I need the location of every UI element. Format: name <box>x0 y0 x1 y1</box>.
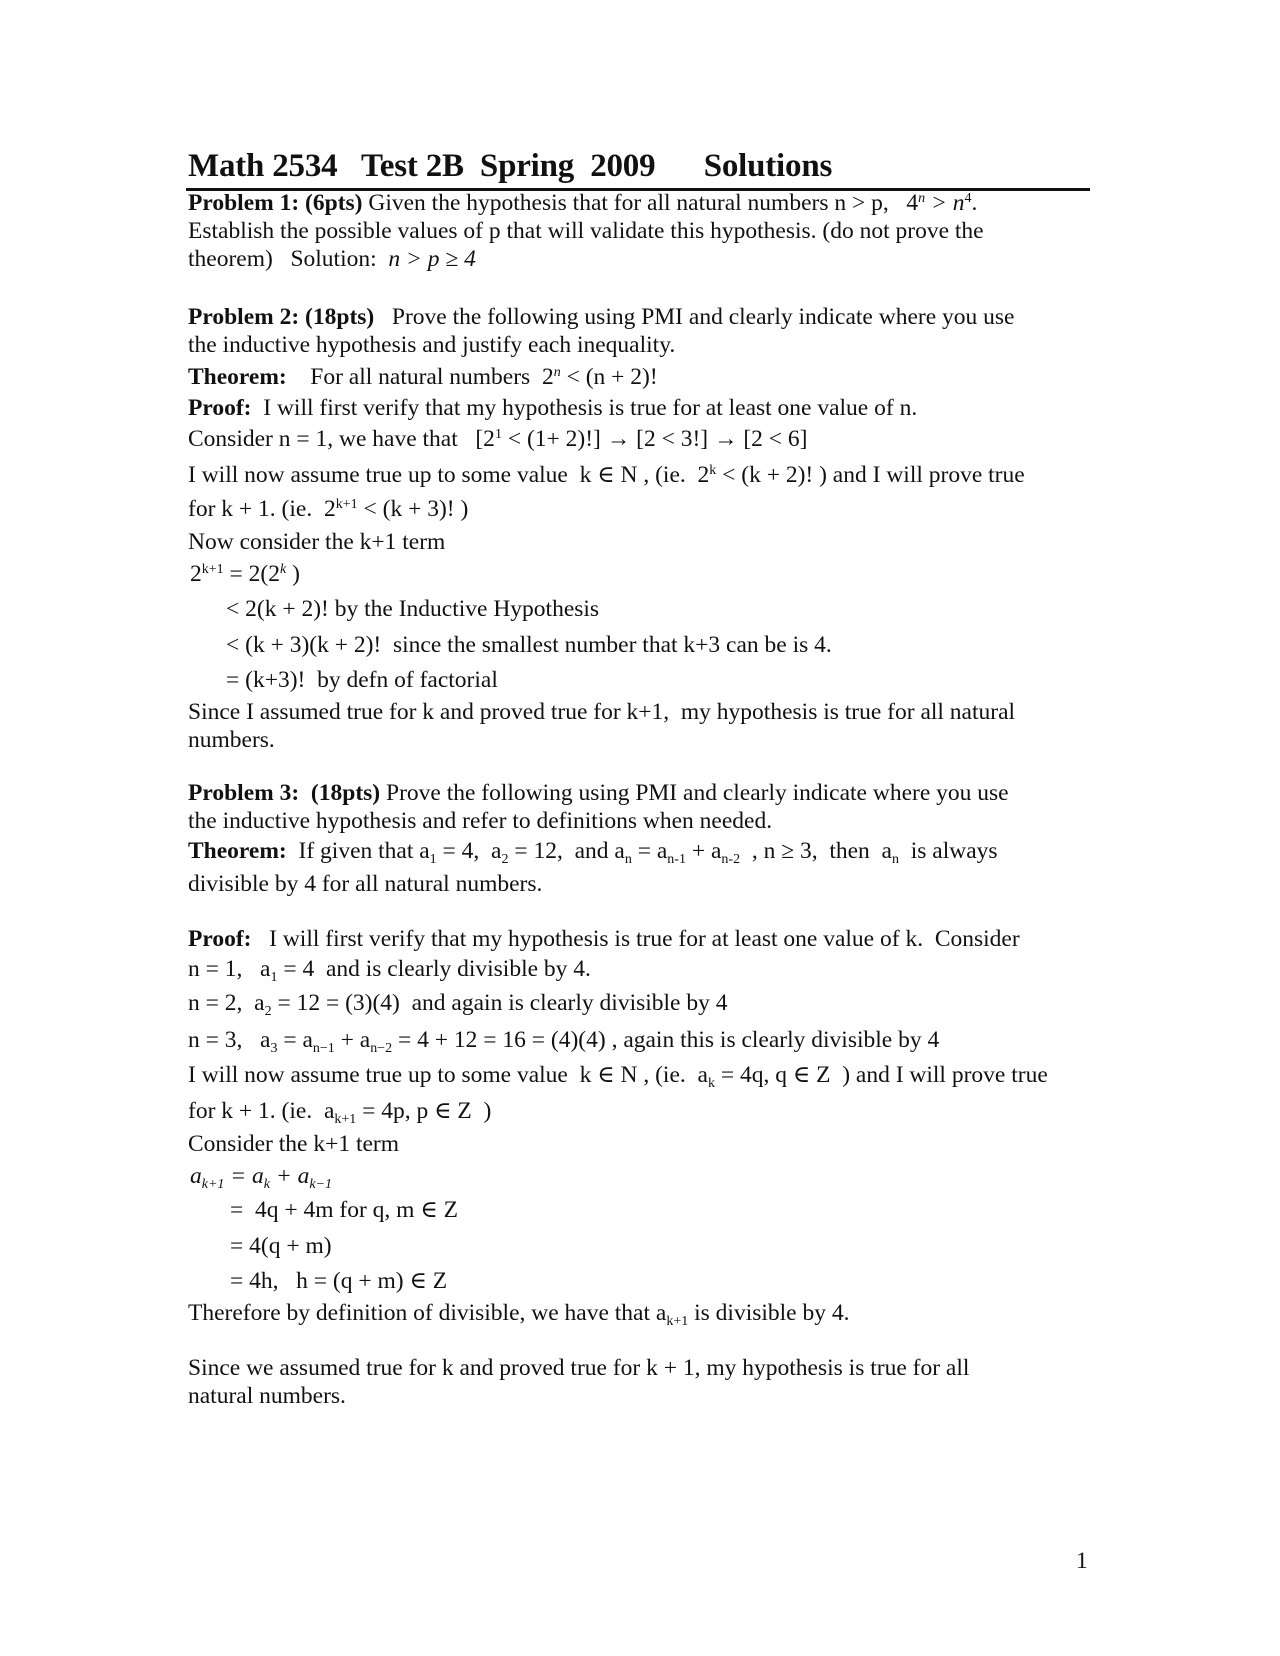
document-page <box>188 0 1088 1656</box>
problem-3-step-2: = 4(q + m) <box>230 1233 332 1259</box>
problem-3-theorem: Theorem: If given that $a_1 = 4$, $a_2 = 12$, and $a_n = a_{n-1} + a_{n-2}$ , n ≥ 3, then $a_n$ is always <box>188 838 998 867</box>
problem-3-theorem-2: divisible by 4 for all natural numbers. <box>188 871 543 897</box>
problem-3-therefore: Therefore by definition of divisible, we have that $a_{k+1}$ is divisible by 4. <box>188 1300 850 1329</box>
problem-3-case-1: n = 1, $a_1 = 4$ and is clearly divisible by 4. <box>188 956 591 985</box>
problem-1-line-2: Establish the possible values of p that will validate this hypothesis. (do not prove the <box>188 218 984 244</box>
problem-2-assume-1: I will now assume true up to some value k ∈ N , (ie. $2^k < (k + 2)$! ) and I will prove true <box>188 462 1025 488</box>
problem-2-step-1: < 2(k + 2)! by the Inductive Hypothesis <box>226 596 600 622</box>
problem-3-case-2: n = 2, $a_2 = 12 = (3)(4)$ and again is clearly divisible by 4 <box>188 990 728 1019</box>
problem-2-step-3: = (k+3)! by defn of factorial <box>226 667 498 693</box>
problem-3-step-3: = 4h, h = (q + m) ∈ Z <box>230 1268 448 1294</box>
problem-2-base-case: Consider n = 1, we have that $[2^1 < (1+ 2)!] \to [2 < 3!] \to [2 < 6]$ <box>188 426 808 452</box>
problem-2-step-0: $2^{k+1} = 2(2^k$ ) <box>190 561 300 587</box>
problem-1-line-1: Problem 1: (6pts) Given the hypothesis that for all natural numbers n > p, $4^n > n^4$. <box>188 190 978 216</box>
problem-3-conclusion-1: Since we assumed true for k and proved true for k + 1, my hypothesis is true for all <box>188 1355 970 1381</box>
problem-2-consider: Now consider the k+1 term <box>188 529 446 555</box>
problem-2-line-2: the inductive hypothesis and justify each inequality. <box>188 332 676 358</box>
problem-2-assume-2: for k + 1. (ie. $2^{k+1} < (k + 3)$! ) <box>188 496 469 522</box>
problem-3-proof: Proof: I will first verify that my hypothesis is true for at least one value of k. Consider <box>188 926 1020 952</box>
problem-3-assume-2: for k + 1. (ie. $a_{k+1} = 4p$, p ∈ Z ) <box>188 1098 492 1127</box>
document-title: Math 2534 Test 2B Spring 2009 Solutions <box>188 148 833 184</box>
problem-2-proof: Proof: I will first verify that my hypothesis is true for at least one value of n. <box>188 395 918 421</box>
problem-3-line-1: Problem 3: (18pts) Prove the following using PMI and clearly indicate where you use <box>188 780 1009 806</box>
problem-3-line-2: the inductive hypothesis and refer to definitions when needed. <box>188 808 773 834</box>
problem-3-conclusion-2: natural numbers. <box>188 1383 346 1409</box>
problem-2-theorem: Theorem: For all natural numbers $2^n < (n + 2)$! <box>188 364 658 390</box>
problem-3-step-1: = 4q + 4m for q, m ∈ Z <box>230 1197 458 1223</box>
page-number: 1 <box>1076 1548 1088 1574</box>
problem-2-step-2: < (k + 3)(k + 2)! since the smallest number that k+3 can be is 4. <box>226 632 832 658</box>
problem-3-consider: Consider the k+1 term <box>188 1131 400 1157</box>
problem-3-step-0: $a_{k+1} = a_k + a_{k-1}$ <box>190 1163 333 1192</box>
problem-2-conclusion-1: Since I assumed true for k and proved true for k+1, my hypothesis is true for all natural <box>188 699 1016 725</box>
problem-1-line-3: theorem) Solution: n > p ≥ 4 <box>188 246 476 272</box>
problem-2-conclusion-2: numbers. <box>188 727 275 753</box>
problem-3-assume-1: I will now assume true up to some value k ∈ N , (ie. $a_k = 4q$, q ∈ Z ) and I will prove true <box>188 1062 1048 1091</box>
problem-2-line-1: Problem 2: (18pts) Prove the following using PMI and clearly indicate where you use <box>188 304 1015 330</box>
problem-3-case-3: n = 3, $a_3 = a_{n-1} + a_{n-2} = 4 + 12 = 16 = (4)(4)$ , again this is clearly divisible by 4 <box>188 1027 940 1056</box>
